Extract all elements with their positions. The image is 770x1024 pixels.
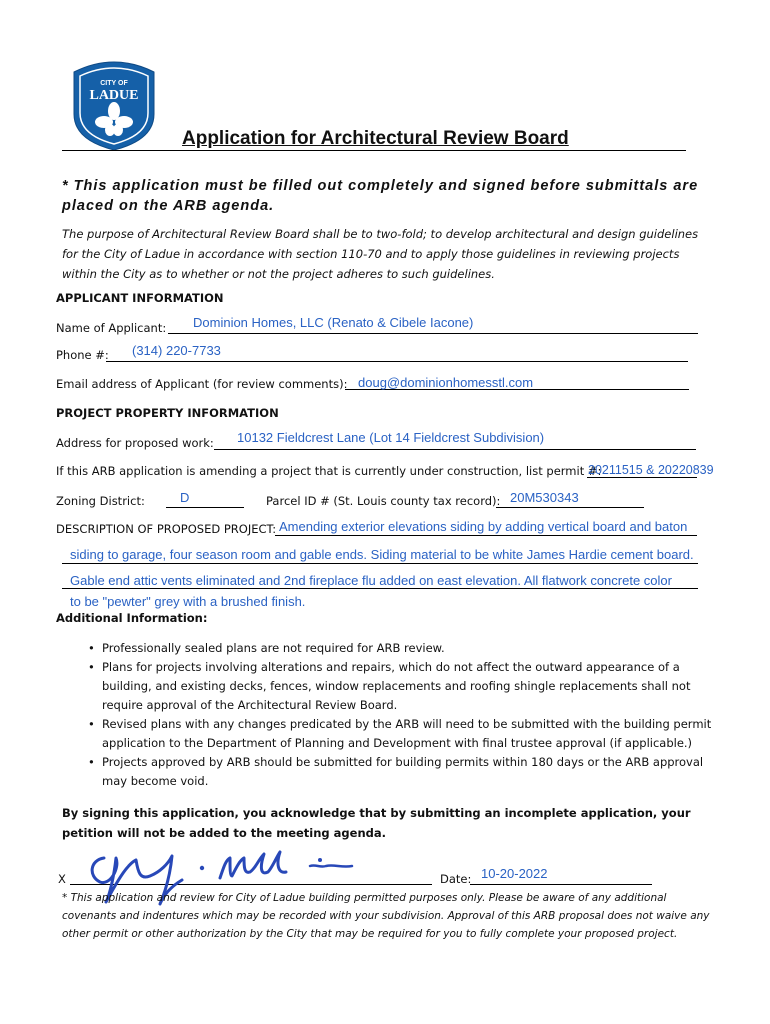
title-underline (62, 150, 686, 151)
city-logo (66, 58, 162, 152)
applicant-heading: APPLICANT INFORMATION (56, 291, 224, 305)
name-field[interactable]: Dominion Homes, LLC (Renato & Cibele Iacone) (193, 315, 474, 330)
phone-field[interactable]: (314) 220-7733 (132, 343, 221, 358)
purpose-text: The purpose of Architectural Review Board shall be to two-fold; to develop architectural and design guidelines for the City of Ladue in accordance with section 110-70 and to apply those guidelines in reviewing projects within the City as to whether or not the project adheres to such guidelines. (62, 227, 699, 281)
description-field-line-2[interactable]: siding to garage, four season room and gable ends. Siding material to be white James Hardie cement board. (70, 547, 694, 562)
notice-text: * This application must be filled out completely and signed before submittals are placed on the ARB agenda. (62, 178, 699, 214)
description-line-3 (62, 588, 698, 589)
description-field-line-4[interactable]: to be "pewter" grey with a brushed finish. (70, 594, 306, 609)
date-field[interactable]: 10-20-2022 (481, 866, 548, 881)
zoning-field[interactable]: D (180, 490, 190, 505)
phone-line (106, 361, 688, 362)
phone-label: Phone #: (56, 348, 109, 362)
address-field[interactable]: 10132 Fieldcrest Lane (Lot 14 Fieldcrest Subdivision) (237, 430, 545, 445)
logo-line-2: LADUE (89, 88, 139, 103)
description-line-1 (275, 535, 697, 536)
list-item: • Plans for projects involving alterations and repairs, which do not affect the outward appearance of a building, and existing decks, fences, window replacements and roofing shingle replacements shall not require approval of the Architectural Review Board. (88, 658, 718, 715)
email-label: Email address of Applicant (for review comments): (56, 377, 348, 391)
parcel-line (496, 507, 644, 508)
logo-line-1: CITY OF (100, 80, 128, 87)
zoning-line (166, 507, 244, 508)
description-line-2 (62, 563, 698, 564)
list-item: • Professionally sealed plans are not required for ARB review. (88, 639, 718, 658)
additional-list (88, 639, 718, 791)
date-label: Date: (440, 872, 472, 886)
property-heading: PROJECT PROPERTY INFORMATION (56, 406, 279, 420)
list-item: • Revised plans with any changes predicated by the ARB will need to be submitted with the building permit application to the Department of Planning and Development with final trustee approval (if applicable.) (88, 715, 718, 753)
page-title: Application for Architectural Review Board (182, 128, 569, 149)
permit-label: If this ARB application is amending a project that is currently under construction, list permit #: (56, 464, 602, 478)
zoning-label: Zoning District: (56, 494, 145, 508)
date-line (470, 884, 652, 885)
description-field-line-3[interactable]: Gable end attic vents eliminated and 2nd fireplace flu added on east elevation. All flatwork concrete color (70, 573, 672, 588)
additional-heading: Additional Information: (56, 611, 208, 625)
address-line (214, 449, 696, 450)
address-label: Address for proposed work: (56, 436, 214, 450)
parcel-field[interactable]: 20M530343 (510, 490, 579, 505)
name-label: Name of Applicant: (56, 321, 167, 335)
email-field[interactable]: doug@dominionhomesstl.com (358, 375, 534, 390)
parcel-label: Parcel ID # (St. Louis county tax record): (266, 494, 501, 508)
description-field-line-1[interactable]: Amending exterior elevations siding by adding vertical board and baton (279, 519, 688, 534)
footnote: * This application and review for City of Ladue building permitted purposes only. Please be aware of any additional covenants and indentures which may be recorded with your subdivision. Approval of this ARB proposal does not waive any other permit or other authorization by the City that may be required for you to fully complete your proposed project. (62, 892, 710, 940)
signature-x: X (58, 872, 66, 886)
description-label: DESCRIPTION OF PROPOSED PROJECT: (56, 522, 277, 536)
list-item: • Projects approved by ARB should be submitted for building permits within 180 days or the ARB approval may become void. (88, 753, 718, 791)
name-line (168, 333, 698, 334)
permit-line (587, 477, 697, 478)
permit-field[interactable]: 20211515 & 20220839 (588, 463, 714, 477)
signing-notice: By signing this application, you acknowledge that by submitting an incomplete application, your petition will not be added to the meeting agenda. (62, 806, 691, 840)
